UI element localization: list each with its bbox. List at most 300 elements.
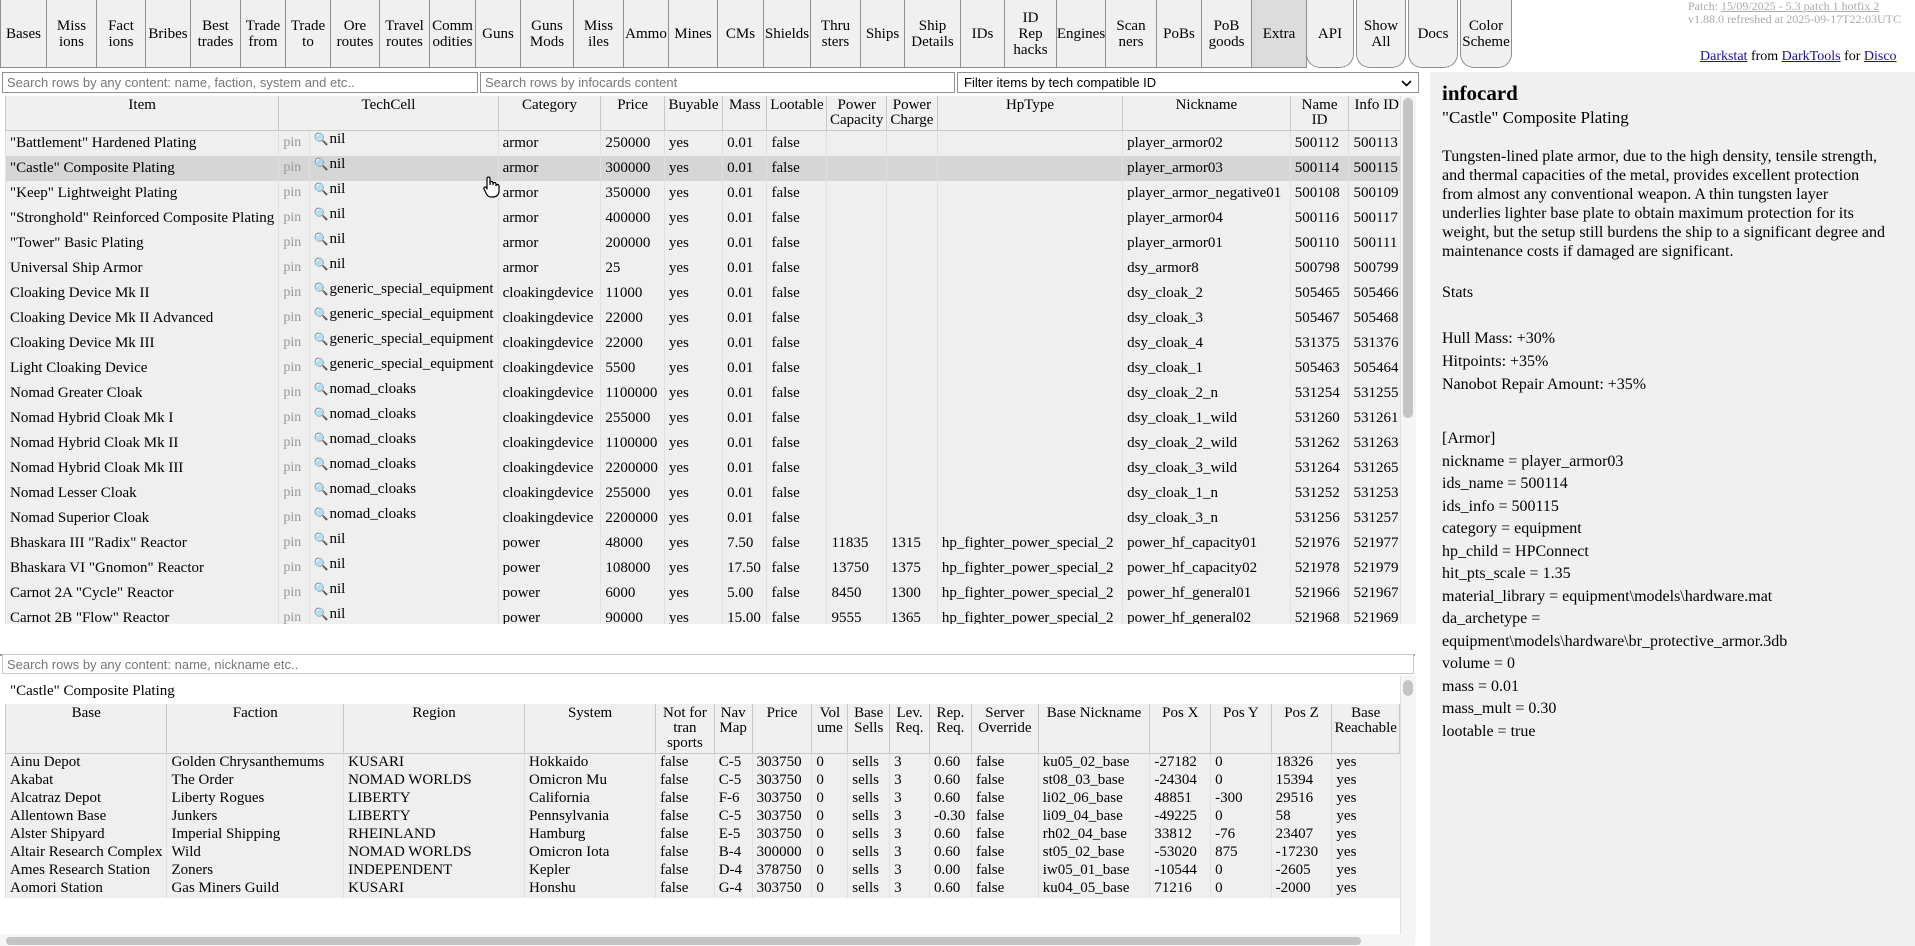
table-row[interactable]	[6, 606, 1405, 625]
pin-button[interactable]: pin	[279, 181, 309, 206]
table-row[interactable]	[6, 481, 1405, 506]
cell: dsy_cloak_3	[1123, 306, 1291, 331]
table-row[interactable]	[6, 808, 1400, 826]
cell: power_hf_general01	[1123, 581, 1291, 606]
table-row[interactable]	[6, 556, 1405, 581]
pin-button[interactable]: pin	[279, 381, 309, 406]
cell: li02_06_base	[1038, 790, 1150, 808]
cell: 6000	[601, 581, 664, 606]
cell: Nomad Superior Cloak	[6, 506, 279, 531]
cell: 3	[890, 772, 930, 790]
search-icon[interactable]: 🔍	[313, 231, 329, 246]
pin-button[interactable]: pin	[279, 356, 309, 381]
bases-col-header-vol-ume[interactable]: Vol ume	[812, 704, 848, 754]
cell: power	[498, 581, 601, 606]
cell	[937, 506, 1122, 531]
cell: armor	[498, 231, 601, 256]
table-row[interactable]	[6, 506, 1405, 531]
techcell-cell	[309, 206, 498, 231]
nav-button-shields[interactable]: Shields	[763, 0, 811, 68]
cell: "Keep" Lightweight Plating	[6, 181, 279, 206]
cell: yes	[664, 556, 722, 581]
nav-button-thrusters[interactable]: Thru sters	[810, 0, 861, 68]
infocard-config-line: [Armor]	[1442, 430, 1496, 447]
cell	[827, 381, 886, 406]
cell: yes	[1332, 844, 1400, 862]
cell: false	[767, 581, 827, 606]
table-row[interactable]	[6, 331, 1405, 356]
cell: 0	[1211, 880, 1271, 898]
cell: 0.01	[723, 481, 767, 506]
table-row[interactable]	[6, 826, 1400, 844]
cell: 58	[1271, 808, 1332, 826]
col-header-lootable[interactable]: Lootable	[767, 96, 827, 131]
nav-button-pobs[interactable]: PoBs	[1156, 0, 1202, 68]
table-row[interactable]	[6, 862, 1400, 880]
cell: 303750	[752, 808, 812, 826]
cell: NOMAD WORLDS	[344, 772, 525, 790]
items-scroll-thumb[interactable]	[1403, 98, 1413, 418]
cell	[886, 306, 937, 331]
pin-button[interactable]: pin	[279, 156, 309, 181]
cell: 0	[812, 808, 848, 826]
cell: 531376	[1349, 331, 1405, 356]
cell: 521967	[1349, 581, 1405, 606]
search-icon[interactable]: 🔍	[313, 531, 329, 546]
col-header-nickname[interactable]: Nickname	[1123, 96, 1291, 131]
cell: 3	[890, 844, 930, 862]
cell: 505463	[1290, 356, 1349, 381]
cell: 5.00	[723, 581, 767, 606]
col-header-category[interactable]: Category	[498, 96, 601, 131]
darkstat-link[interactable]: Darkstat	[1700, 49, 1748, 64]
bases-col-header-faction[interactable]: Faction	[167, 704, 344, 754]
search-icon[interactable]: 🔍	[313, 306, 329, 321]
bases-col-header-price[interactable]: Price	[752, 704, 812, 754]
cell: 0.01	[723, 431, 767, 456]
infocard-config-line: hp_child = HPConnect	[1442, 542, 1589, 560]
search-icon[interactable]: 🔍	[313, 606, 329, 621]
search-icon[interactable]: 🔍	[313, 156, 329, 171]
nav-button-scanners[interactable]: Scan ners	[1105, 0, 1157, 68]
search-icon[interactable]: 🔍	[313, 431, 329, 446]
cell: 0.01	[723, 131, 767, 156]
cell: Hamburg	[525, 826, 656, 844]
table-row[interactable]	[6, 754, 1400, 772]
infocard-stat: Hitpoints: +35%	[1442, 353, 1549, 370]
cell: 0.01	[723, 306, 767, 331]
table-row[interactable]	[6, 281, 1405, 306]
cell: 500112	[1290, 131, 1349, 156]
pin-button[interactable]: pin	[279, 331, 309, 356]
pin-button[interactable]: pin	[279, 581, 309, 606]
nav-button-ships[interactable]: Ships	[860, 0, 905, 68]
search-icon[interactable]: 🔍	[313, 281, 329, 296]
cell	[937, 456, 1122, 481]
cell: ku05_02_base	[1038, 754, 1150, 772]
cell: 33812	[1150, 826, 1211, 844]
techcell-cell	[309, 231, 498, 256]
cell	[827, 406, 886, 431]
table-row[interactable]	[6, 181, 1405, 206]
cell: 3	[890, 790, 930, 808]
techcell-value: nil	[329, 230, 346, 247]
cell: yes	[664, 606, 722, 625]
bases-col-header-pos-y[interactable]: Pos Y	[1211, 704, 1271, 754]
nav-button-commodities[interactable]: Comm odities	[429, 0, 476, 68]
bases-col-header-not-for-tran-sports[interactable]: Not for tran sports	[656, 704, 715, 754]
version-text: v1.88.0 refreshed at 2025-09-17T22:03UTC	[1688, 13, 1901, 26]
col-header-hptype[interactable]: HpType	[937, 96, 1122, 131]
cell	[937, 331, 1122, 356]
cell: 521968	[1290, 606, 1349, 625]
cell: 0	[812, 844, 848, 862]
cell: 531262	[1290, 431, 1349, 456]
cell: 500798	[1290, 256, 1349, 281]
cell: Carnot 2A "Cycle" Reactor	[6, 581, 279, 606]
col-header-name-id[interactable]: Name ID	[1290, 96, 1349, 131]
cell: false	[767, 306, 827, 331]
table-row[interactable]	[6, 581, 1405, 606]
table-row[interactable]	[6, 256, 1405, 281]
items-table	[5, 96, 1405, 624]
items-table-header	[6, 96, 1405, 131]
table-row[interactable]	[6, 880, 1400, 898]
nav-button-ids[interactable]: IDs	[960, 0, 1005, 68]
techcell-value: generic_special_equipment	[329, 280, 494, 297]
nav-button-bases[interactable]: Bases	[0, 0, 47, 68]
search-icon[interactable]: 🔍	[313, 381, 329, 396]
cell: cloakingdevice	[498, 331, 601, 356]
cell: LIBERTY	[344, 808, 525, 826]
nav-button-factions[interactable]: Fact ions	[96, 0, 146, 68]
cell: false	[767, 181, 827, 206]
techcell-cell	[309, 531, 498, 556]
cell: false	[767, 281, 827, 306]
cell: 300000	[601, 156, 664, 181]
nav-button-idrephacks[interactable]: ID Rep hacks	[1004, 0, 1057, 68]
cell: dsy_cloak_2	[1123, 281, 1291, 306]
bases-col-header-rep-req[interactable]: Rep. Req.	[930, 704, 972, 754]
search-rows-input[interactable]	[2, 72, 478, 93]
cell: 1100000	[601, 431, 664, 456]
cell	[937, 481, 1122, 506]
cell: 0.01	[723, 281, 767, 306]
cell: 500111	[1349, 231, 1405, 256]
search-infocards-input[interactable]	[480, 72, 955, 93]
nav-button-api[interactable]: API	[1306, 0, 1354, 68]
techcell-cell	[309, 306, 498, 331]
infocard-config-line: material_library = equipment\models\hardware.mat	[1442, 587, 1773, 605]
cell: Universal Ship Armor	[6, 256, 279, 281]
cell	[937, 181, 1122, 206]
techcell-cell	[309, 581, 498, 606]
cell: Wild	[167, 844, 344, 862]
pin-button[interactable]: pin	[279, 456, 309, 481]
search-icon[interactable]: 🔍	[313, 406, 329, 421]
cell: 0.01	[723, 356, 767, 381]
cell: sells	[848, 808, 890, 826]
cell	[886, 381, 937, 406]
search-icon[interactable]: 🔍	[313, 356, 329, 371]
search-icon[interactable]: 🔍	[313, 206, 329, 221]
search-icon[interactable]: 🔍	[313, 181, 329, 196]
pin-button[interactable]: pin	[279, 306, 309, 331]
bases-col-header-region[interactable]: Region	[344, 704, 525, 754]
nav-button-ammo[interactable]: Ammo	[623, 0, 669, 68]
cell: -49225	[1150, 808, 1211, 826]
nav-button-gunsmods[interactable]: Guns Mods	[520, 0, 574, 68]
cell: 48000	[601, 531, 664, 556]
nav-button-missions[interactable]: Miss ions	[46, 0, 97, 68]
table-row[interactable]	[6, 231, 1405, 256]
cell: cloakingdevice	[498, 356, 601, 381]
nav-button-missiles[interactable]: Miss iles	[573, 0, 624, 68]
pin-button[interactable]: pin	[279, 256, 309, 281]
cell	[937, 256, 1122, 281]
table-row[interactable]	[6, 456, 1405, 481]
bases-scroll-thumb[interactable]	[1403, 680, 1413, 696]
cell: 255000	[601, 406, 664, 431]
infocard-config-line: mass_mult = 0.30	[1442, 700, 1557, 717]
cell: sells	[848, 790, 890, 808]
cell	[827, 356, 886, 381]
cell: 500113	[1349, 131, 1405, 156]
nav-button-showall[interactable]: Show All	[1356, 0, 1406, 68]
infocard-config-line: da_archetype =	[1442, 610, 1541, 627]
bases-table-header	[6, 704, 1400, 754]
cell: 0	[1211, 808, 1271, 826]
nav-button-cms[interactable]: CMs	[717, 0, 764, 68]
cell	[937, 231, 1122, 256]
bases-col-header-base[interactable]: Base	[6, 704, 167, 754]
table-row[interactable]	[6, 772, 1400, 790]
cell: 48851	[1150, 790, 1211, 808]
cell: "Tower" Basic Plating	[6, 231, 279, 256]
pin-button[interactable]: pin	[279, 506, 309, 531]
cell: 531254	[1290, 381, 1349, 406]
cell: yes	[664, 456, 722, 481]
cell: 29516	[1271, 790, 1332, 808]
cell: Gas Miners Guild	[167, 880, 344, 898]
techcell-value: nil	[329, 180, 346, 197]
search-icon[interactable]: 🔍	[313, 556, 329, 571]
pin-button[interactable]: pin	[279, 556, 309, 581]
nav-button-tradeto[interactable]: Trade to	[285, 0, 331, 68]
col-header-price[interactable]: Price	[601, 96, 664, 131]
search-icon[interactable]: 🔍	[313, 581, 329, 596]
search-icon[interactable]: 🔍	[313, 456, 329, 471]
cell: false	[971, 790, 1038, 808]
cell: false	[767, 256, 827, 281]
col-header-item[interactable]: Item	[6, 96, 279, 131]
col-header-power-capacity[interactable]: Power Capacity	[827, 96, 886, 131]
bases-col-header-server-override[interactable]: Server Override	[971, 704, 1038, 754]
nav-button-mines[interactable]: Mines	[668, 0, 718, 68]
cell: Nomad Hybrid Cloak Mk II	[6, 431, 279, 456]
bases-col-header-nav-map[interactable]: Nav Map	[714, 704, 752, 754]
infocard-panel	[1430, 72, 1915, 946]
cell: D-4	[714, 862, 752, 880]
cell: false	[767, 331, 827, 356]
nav-button-bribes[interactable]: Bribes	[145, 0, 191, 68]
cell	[886, 431, 937, 456]
cell: 3	[890, 808, 930, 826]
cell	[886, 206, 937, 231]
bases-col-header-lev-req[interactable]: Lev. Req.	[890, 704, 930, 754]
table-row[interactable]	[6, 431, 1405, 456]
pin-button[interactable]: pin	[279, 606, 309, 625]
cell: cloakingdevice	[498, 506, 601, 531]
table-row[interactable]	[6, 531, 1405, 556]
search-icon[interactable]: 🔍	[313, 331, 329, 346]
chevron-down-icon	[1401, 75, 1412, 90]
cell	[827, 506, 886, 531]
cell: The Order	[167, 772, 344, 790]
cell	[886, 256, 937, 281]
infocard-description: Tungsten-lined plate armor, due to the high density, tensile strength, and thermal capacities of the metal, provides excellent protection from almost any conventional weapon. A thin tungsten layer underlies lighter base plate to obtain maximum protection for its weight, but the setup still burdens the ship to a significant degree and maintenance costs if damaged are significant.	[1442, 148, 1886, 260]
techcell-cell	[309, 556, 498, 581]
table-row[interactable]	[6, 306, 1405, 331]
bases-col-header-pos-z[interactable]: Pos Z	[1271, 704, 1332, 754]
col-header-buyable[interactable]: Buyable	[664, 96, 722, 131]
bases-col-header-base-nickname[interactable]: Base Nickname	[1038, 704, 1150, 754]
cell: LIBERTY	[344, 790, 525, 808]
infocard-config-line: mass = 0.01	[1442, 677, 1520, 695]
pin-button[interactable]: pin	[279, 281, 309, 306]
pin-button[interactable]: pin	[279, 131, 309, 156]
cell: Hokkaido	[525, 754, 656, 772]
cell: 521976	[1290, 531, 1349, 556]
cell: power_hf_capacity02	[1123, 556, 1291, 581]
bases-hscrollbar[interactable]	[0, 934, 1415, 946]
nav-button-engines[interactable]: Engines	[1056, 0, 1106, 68]
cell: Cloaking Device Mk II	[6, 281, 279, 306]
cell: 0	[1211, 754, 1271, 772]
search-icon[interactable]: 🔍	[313, 506, 329, 521]
pin-button[interactable]: pin	[279, 231, 309, 256]
cell: INDEPENDENT	[344, 862, 525, 880]
cell: yes	[664, 156, 722, 181]
cell: 0.00	[930, 862, 972, 880]
search-bases-input[interactable]	[2, 654, 1414, 674]
techcell-cell	[309, 356, 498, 381]
items-table-scrollbar[interactable]	[1400, 96, 1416, 624]
cell: cloakingdevice	[498, 481, 601, 506]
cell: 18326	[1271, 754, 1332, 772]
table-row[interactable]	[6, 356, 1405, 381]
cell: -10544	[1150, 862, 1211, 880]
search-icon[interactable]: 🔍	[313, 481, 329, 496]
pin-button[interactable]: pin	[279, 431, 309, 456]
cell: 531264	[1290, 456, 1349, 481]
techcell-value: nil	[329, 555, 346, 572]
cell: false	[971, 826, 1038, 844]
table-row[interactable]	[6, 206, 1405, 231]
cell: 505468	[1349, 306, 1405, 331]
nav-button-shipdetails[interactable]: Ship Details	[904, 0, 961, 68]
cell: false	[971, 754, 1038, 772]
bases-col-header-system[interactable]: System	[525, 704, 656, 754]
nav-button-docs[interactable]: Docs	[1408, 0, 1458, 68]
patch-link[interactable]: 15/09/2025 - 5.3 patch 1 hotfix 2	[1721, 0, 1880, 13]
nav-button-pobgoods[interactable]: PoB goods	[1201, 0, 1252, 68]
cell: false	[767, 131, 827, 156]
cell: 0	[812, 790, 848, 808]
darktools-link[interactable]: DarkTools	[1781, 49, 1841, 64]
bases-hscroll-thumb[interactable]	[6, 937, 1361, 945]
bases-col-header-pos-x[interactable]: Pos X	[1150, 704, 1211, 754]
cell: hp_fighter_power_special_2	[937, 581, 1122, 606]
cell: 500116	[1290, 206, 1349, 231]
cell: 3	[890, 826, 930, 844]
bases-col-header-base-reachable[interactable]: Base Reachable	[1332, 704, 1400, 754]
col-header-mass[interactable]: Mass	[723, 96, 767, 131]
cell: false	[971, 880, 1038, 898]
cell	[886, 231, 937, 256]
nav-button-travelroutes[interactable]: Travel routes	[379, 0, 430, 68]
cell: "Stronghold" Reinforced Composite Plating	[6, 206, 279, 231]
disco-link[interactable]: Disco	[1863, 49, 1897, 64]
techcell-cell	[309, 281, 498, 306]
cell: false	[767, 406, 827, 431]
cell: dsy_cloak_3_n	[1123, 506, 1291, 531]
cell: 0	[812, 880, 848, 898]
cell: power_hf_capacity01	[1123, 531, 1291, 556]
search-icon[interactable]: 🔍	[313, 132, 329, 146]
col-header-power-charge[interactable]: Power Charge	[886, 96, 937, 131]
cell: 0.01	[723, 181, 767, 206]
col-header-info-id[interactable]: Info ID	[1349, 96, 1405, 131]
cell: false	[656, 754, 715, 772]
table-row[interactable]	[6, 131, 1405, 156]
cell: 0	[812, 772, 848, 790]
cell: 22000	[601, 306, 664, 331]
tech-filter-select[interactable]	[957, 72, 1419, 93]
cell: 11000	[601, 281, 664, 306]
cell: 2200000	[601, 506, 664, 531]
table-row[interactable]	[6, 381, 1405, 406]
cell	[937, 281, 1122, 306]
search-icon[interactable]: 🔍	[313, 256, 329, 271]
cell: 0	[1211, 772, 1271, 790]
table-row[interactable]	[6, 844, 1400, 862]
table-row[interactable]	[6, 790, 1400, 808]
nav-button-extra[interactable]: Extra	[1251, 0, 1307, 68]
nav-button-colorscheme[interactable]: Color Scheme	[1460, 0, 1512, 68]
nav-button-besttrades[interactable]: Best trades	[190, 0, 241, 68]
cell: 0.01	[723, 506, 767, 531]
pin-button[interactable]: pin	[279, 531, 309, 556]
table-row[interactable]	[6, 406, 1405, 431]
nav-button-guns[interactable]: Guns	[475, 0, 521, 68]
table-row[interactable]	[6, 156, 1405, 181]
cell: player_armor04	[1123, 206, 1291, 231]
pin-button[interactable]: pin	[279, 206, 309, 231]
cell: Carnot 2B "Flow" Reactor	[6, 606, 279, 625]
cell: dsy_cloak_2_wild	[1123, 431, 1291, 456]
nav-button-tradefrom[interactable]: Trade from	[240, 0, 286, 68]
infocard-stat: Nanobot Repair Amount: +35%	[1442, 376, 1647, 393]
col-header-techcell[interactable]: TechCell	[279, 96, 498, 131]
cell: false	[971, 862, 1038, 880]
pin-button[interactable]: pin	[279, 406, 309, 431]
bases-table-scrollbar[interactable]	[1400, 676, 1416, 938]
cell: 0.01	[723, 456, 767, 481]
pin-button[interactable]: pin	[279, 481, 309, 506]
bases-col-header-base-sells[interactable]: Base Sells	[848, 704, 890, 754]
nav-button-oreroutes[interactable]: Ore routes	[330, 0, 380, 68]
